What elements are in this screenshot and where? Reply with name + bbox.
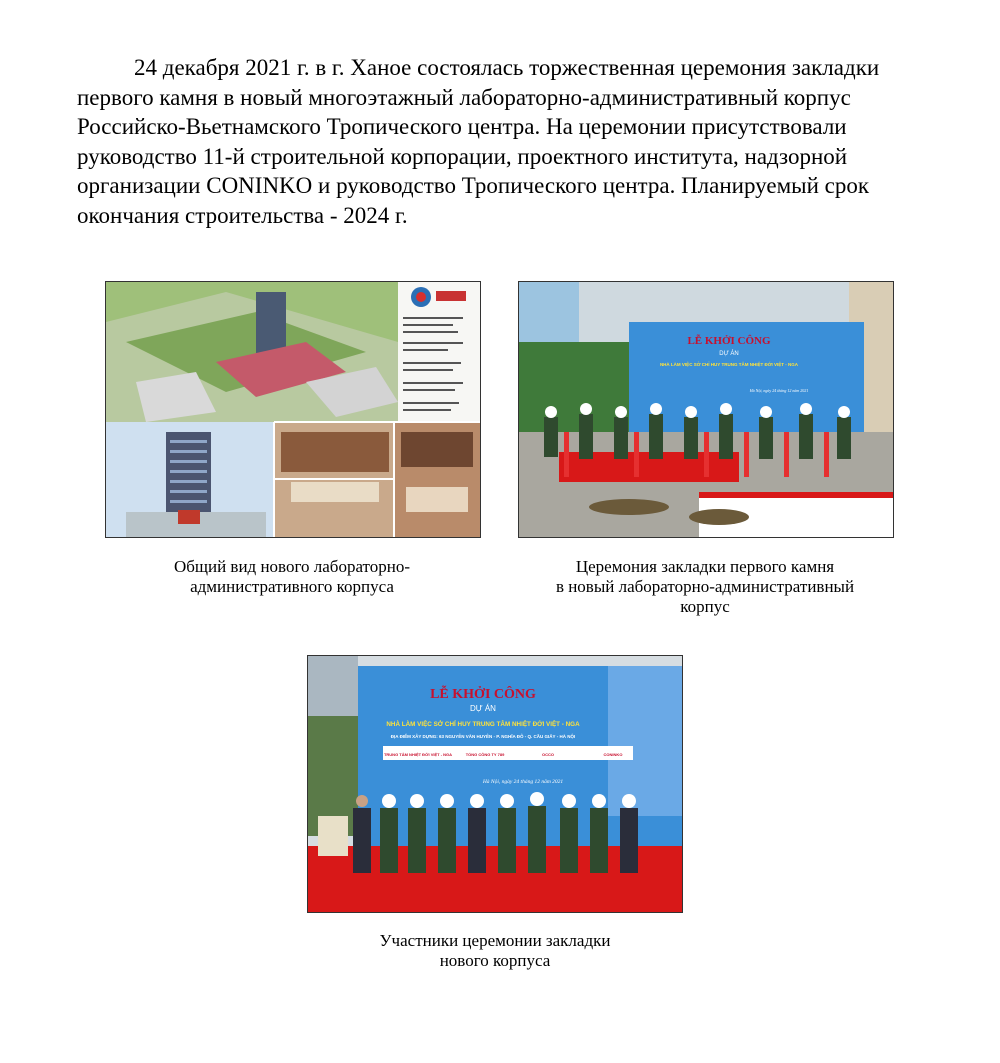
caption-line: корпус — [680, 597, 730, 616]
participants-group-photo — [307, 655, 683, 913]
banner-date: Hà Nội, ngày 24 tháng 12 năm 2021 — [482, 779, 564, 785]
caption-line: нового корпуса — [439, 951, 551, 970]
figure-caption-rendering — [105, 557, 479, 597]
partner-logo-2: TỔNG CÔNG TY 789 — [465, 752, 505, 757]
caption-line: Общий вид нового лабораторно- — [173, 557, 411, 576]
intro-paragraph: 24 декабря 2021 г. в г. Ханое состоялась торжественная церемония закладки первого камня в новый многоэтажный лабораторно-административный корпус Российско-Вьетнамского Тропического центра. На церемонии присутствовали руководство 11-й строительной корпорации, проектного института, надзорной организации CONINKO и руководство Тропического центра. Планируемый срок окончания строительства - 2024 г. — [77, 55, 880, 228]
groundbreaking-ceremony-photo — [518, 281, 894, 538]
banner-address: ĐỊA ĐIỂM XÂY DỰNG: 63 NGUYỄN VĂN HUYÊN - P. NGHĨA ĐÔ - Q. CẦU GIẤY - HÀ NỘI — [390, 734, 576, 739]
partner-logo-1: TRUNG TÂM NHIỆT ĐỚI VIỆT - NGA — [383, 752, 453, 757]
caption-line: Участники церемонии закладки — [379, 931, 611, 950]
banner-project: NHÀ LÀM VIỆC SỞ CHỈ HUY TRUNG TÂM NHIỆT ĐỚI VIỆT - NGA — [659, 362, 799, 367]
caption-line: административного корпуса — [190, 577, 394, 596]
banner-project: NHÀ LÀM VIỆC SỞ CHỈ HUY TRUNG TÂM NHIỆT ĐỚI VIỆT - NGA — [386, 721, 580, 728]
partner-logo-3: OCCO — [542, 752, 554, 757]
banner-title: LỄ KHỞI CÔNG — [687, 335, 771, 347]
partner-logo-4: CONINKO — [603, 752, 623, 757]
caption-line: в новый лабораторно-административный — [555, 577, 855, 596]
building-rendering-photo — [105, 281, 481, 538]
banner-subtitle: DỰ ÁN — [719, 351, 739, 357]
banner-title: LỄ KHỞI CÔNG — [430, 687, 536, 702]
banner-date: Hà Nội, ngày 24 tháng 12 năm 2021 — [749, 388, 809, 393]
figure-caption-ceremony — [500, 557, 910, 617]
caption-line: Церемония закладки первого камня — [575, 557, 835, 576]
banner-subtitle: DỰ ÁN — [470, 704, 496, 713]
figure-caption-participants — [300, 931, 690, 971]
